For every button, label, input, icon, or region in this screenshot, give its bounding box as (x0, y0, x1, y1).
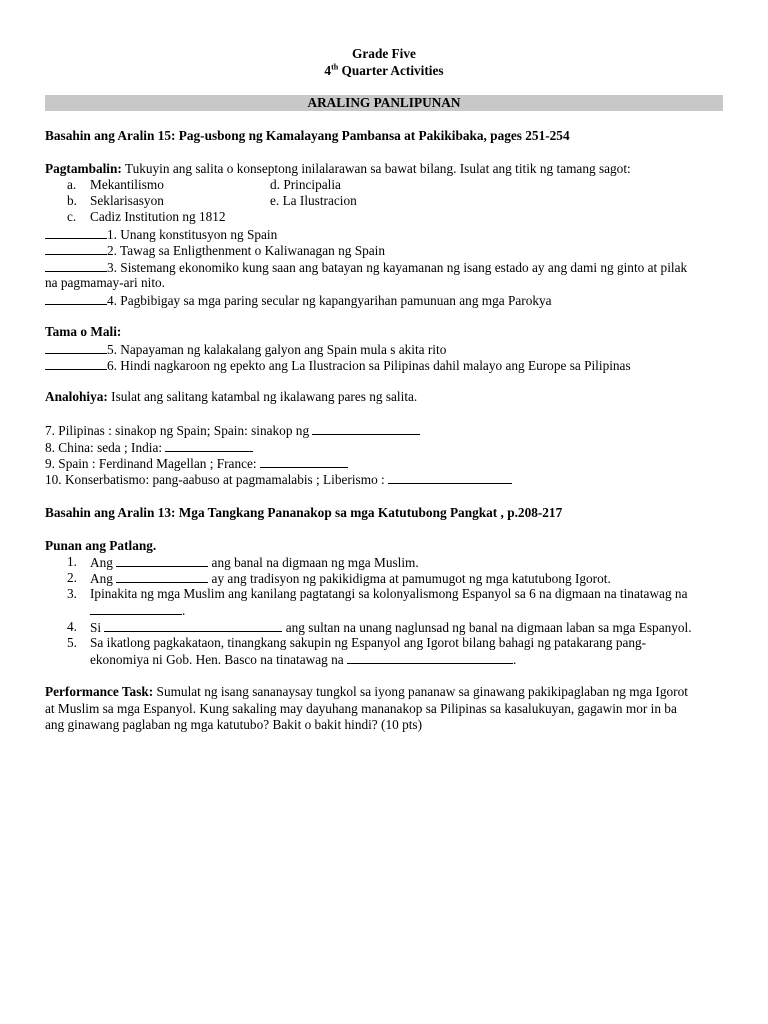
answer-blank[interactable] (116, 554, 208, 567)
matching-item-4 (45, 292, 552, 309)
fill-item-1 (90, 554, 419, 571)
choice-e (270, 193, 357, 209)
answer-blank[interactable] (45, 259, 107, 272)
quarter-label: Quarter Activities (338, 63, 444, 78)
fill-item-text: ang banal na digmaan ng mga Muslim. (208, 555, 419, 570)
fill-item-text: ekonomiya ni Gob. Hen. Basco na tinatawag na (90, 652, 348, 667)
answer-blank[interactable] (312, 422, 420, 435)
choice-text-e: La Ilustracion (282, 193, 357, 208)
analogy-item-text: 7. Pilipinas : sinakop ng Spain; Spain: sinakop ng (45, 423, 313, 438)
matching-item-3 (45, 259, 687, 276)
choice-text-c: Cadiz Institution ng 1812 (90, 209, 226, 224)
choice-text-a: Mekantilismo (90, 177, 164, 192)
fill-item-text: Si (90, 620, 105, 635)
choice-letter-d: d. (270, 177, 280, 192)
matching-instruction (45, 161, 631, 177)
analogy-item-text: 10. Konserbatismo: pang-aabuso at pagmamalabis ; Liberismo : (45, 472, 389, 487)
answer-blank[interactable] (104, 619, 282, 632)
matching-item-2 (45, 242, 385, 259)
fill-item-2 (90, 570, 611, 587)
choice-letter-a: a. (67, 177, 77, 192)
performance-label: Performance Task: (45, 684, 154, 699)
answer-blank[interactable] (388, 471, 512, 484)
analogy-label: Analohiya: (45, 389, 108, 404)
analogy-instruction (45, 389, 417, 405)
answer-blank[interactable] (45, 226, 107, 239)
fill-item-text: Ang (90, 555, 117, 570)
answer-blank[interactable] (260, 455, 348, 468)
performance-task-line-3: ang ginawang paglaban ng mga katutubo? Bakit o bakit hindi? (10 pts) (45, 717, 423, 732)
performance-text: Sumulat ng isang sananaysay tungkol sa iyong pananaw sa ginawang pakikipaglaban ng mga Igorot (153, 684, 688, 699)
matching-item-text: 4. Pagbibigay sa mga paring secular ng kapangyarihan pamunuan ang mga Parokya (107, 293, 552, 308)
truefalse-item-5 (45, 341, 446, 358)
answer-blank[interactable] (116, 570, 208, 583)
truefalse-item-text: 5. Napayaman ng kalakalang galyon ang Spain mula s akita rito (107, 342, 447, 357)
answer-blank[interactable] (45, 292, 107, 305)
quarter-number: 4 (324, 63, 332, 78)
fill-item-4 (90, 619, 692, 636)
fill-item-text: ay ang tradisyon ng pakikidigma at pamumugot ng mga katutubong Igorot. (208, 571, 611, 586)
grade-title: Grade Five (352, 46, 416, 61)
analogy-item-7 (45, 422, 420, 439)
matching-item-text: 1. Unang konstitusyon ng Spain (107, 227, 278, 242)
subject-banner: ARALING PANLIPUNAN (45, 95, 723, 111)
fill-item-text: . (182, 603, 186, 618)
truefalse-label: Tama o Mali: (45, 324, 122, 339)
analogy-instruction-text: Isulat ang salitang katambal ng ikalawang pares ng salita. (107, 389, 418, 404)
matching-label: Pagtambalin: (45, 161, 122, 176)
choice-d (270, 177, 341, 193)
performance-task-line-1 (45, 684, 688, 700)
choice-letter-e: e. (270, 193, 280, 208)
choice-letter-b: b. (67, 193, 77, 208)
answer-blank[interactable] (165, 439, 253, 452)
truefalse-item-6 (45, 357, 631, 374)
matching-item-3-cont: na pagmamay-ari nito. (45, 275, 165, 290)
fill-num-5: 5. (67, 635, 77, 650)
matching-item-1 (45, 226, 277, 243)
fill-item-5: Sa ikatlong pagkakataon, tinangkang sakupin ng Espanyol ang Igorot bilang bahagi ng patakarang pang- (90, 635, 647, 650)
fill-item-3: Ipinakita ng mga Muslim ang kanilang pagtatangi sa kolonyalismong Espanyol sa 6 na digmaan na tinatawag na (90, 586, 688, 601)
analogy-item-10 (45, 471, 512, 488)
quarter-suffix: th (331, 62, 339, 72)
fill-label: Punan ang Patlang. (45, 538, 157, 553)
quarter-title (0, 63, 768, 79)
matching-item-text: 3. Sistemang ekonomiko kung saan ang batayan ng kayamanan ng isang estado ay ang dami ng ginto at pilak (107, 260, 688, 275)
fill-num-1: 1. (67, 554, 77, 569)
answer-blank[interactable] (45, 242, 107, 255)
fill-item-text: ang sultan na unang naglunsad ng banal na digmaan laban sa mga Espanyol. (282, 620, 692, 635)
analogy-item-text: 8. China: seda ; India: (45, 440, 166, 455)
lesson15-title: Basahin ang Aralin 15: Pag-usbong ng Kamalayang Pambansa at Pakikibaka, pages 251-254 (45, 128, 570, 143)
answer-blank[interactable] (90, 602, 182, 615)
fill-item-text: Ang (90, 571, 117, 586)
performance-task-line-2: at Muslim sa mga Espanyol. Kung sakaling may dayuhang mananakop sa Pilipinas sa kasalukuyan, gagawin mor in ba (45, 701, 677, 716)
choice-text-b: Seklarisasyon (90, 193, 164, 208)
analogy-item-9 (45, 455, 348, 472)
fill-item-5-cont (90, 651, 516, 668)
answer-blank[interactable] (45, 357, 107, 370)
analogy-item-text: 9. Spain : Ferdinand Magellan ; France: (45, 456, 260, 471)
matching-instruction-text: Tukuyin ang salita o konseptong inilalarawan sa bawat bilang. Isulat ang titik ng tamang sagot: (121, 161, 631, 176)
fill-item-3-blank-line (90, 602, 185, 619)
choice-text-d: Principalia (283, 177, 341, 192)
fill-num-2: 2. (67, 570, 77, 585)
matching-item-text: 2. Tawag sa Enligthenment o Kaliwanagan ng Spain (107, 243, 385, 258)
fill-num-3: 3. (67, 586, 77, 601)
answer-blank[interactable] (45, 341, 107, 354)
choice-letter-c: c. (67, 209, 77, 224)
answer-blank[interactable] (347, 651, 513, 664)
truefalse-item-text: 6. Hindi nagkaroon ng epekto ang La Ilustracion sa Pilipinas dahil malayo ang Europe sa Pilipinas (107, 358, 631, 373)
lesson13-title: Basahin ang Aralin 13: Mga Tangkang Pananakop sa mga Katutubong Pangkat , p.208-217 (45, 505, 563, 520)
fill-item-text: . (513, 652, 517, 667)
analogy-item-8 (45, 439, 253, 456)
fill-num-4: 4. (67, 619, 77, 634)
